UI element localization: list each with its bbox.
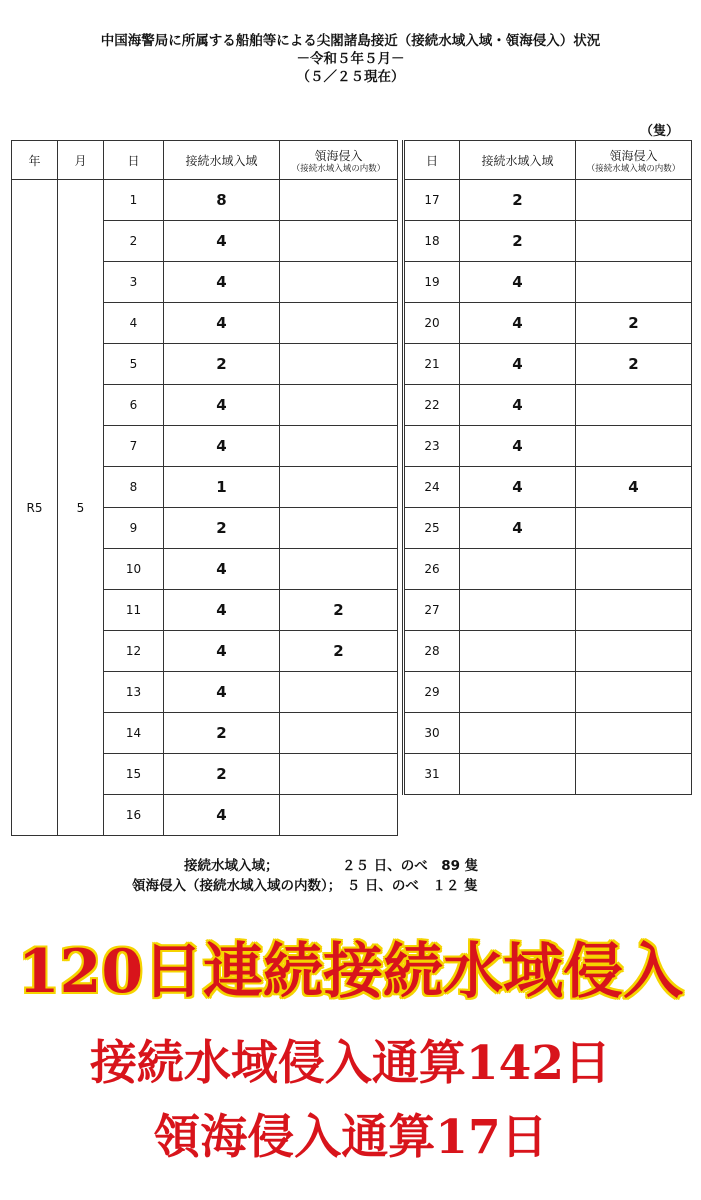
contiguous-count-cell: 4	[164, 795, 280, 836]
day-cell: 10	[104, 549, 164, 590]
day-cell: 11	[104, 590, 164, 631]
unit-label: （隻）	[639, 124, 679, 139]
contiguous-count-cell: 4	[164, 262, 280, 303]
territorial-count-cell	[280, 754, 398, 795]
day-cell: 27	[404, 590, 460, 631]
day-cell: 8	[104, 467, 164, 508]
contiguous-count-cell: 2	[164, 508, 280, 549]
contiguous-count-cell: 4	[164, 631, 280, 672]
day-cell: 21	[404, 344, 460, 385]
day-cell: 26	[404, 549, 460, 590]
as-of-date: （５／２５現在）	[296, 69, 405, 85]
contiguous-count-cell: 2	[164, 713, 280, 754]
territorial-count-cell: 4	[576, 467, 692, 508]
document-subtitle: －令和５年５月－	[296, 51, 405, 67]
contiguous-count-cell: 8	[164, 180, 280, 221]
header-territorial-right-label: 領海侵入	[609, 148, 658, 163]
day-cell: 13	[104, 672, 164, 713]
territorial-count-cell	[280, 262, 398, 303]
territorial-count-cell	[576, 426, 692, 467]
blank-cell	[404, 795, 460, 836]
territorial-count-cell	[280, 221, 398, 262]
header-territorial-right-note: （接続水域入域の内数）	[586, 163, 681, 174]
table-row	[12, 221, 692, 262]
contiguous-count-cell	[460, 631, 576, 672]
territorial-count-cell	[576, 631, 692, 672]
table-row	[12, 467, 692, 508]
day-cell: 22	[404, 385, 460, 426]
territorial-count-cell	[576, 262, 692, 303]
territorial-count-cell	[280, 549, 398, 590]
header-territorial-left	[280, 141, 398, 180]
incursion-table	[11, 140, 692, 836]
contiguous-count-cell: 4	[460, 303, 576, 344]
table-row	[12, 672, 692, 713]
contiguous-count-cell: 2	[164, 344, 280, 385]
day-cell: 4	[104, 303, 164, 344]
contiguous-count-cell: 4	[460, 426, 576, 467]
territorial-count-cell	[280, 713, 398, 754]
document-title: 中国海警局に所属する船舶等による尖閣諸島接近（接続水域入域・領海侵入）状況	[100, 33, 601, 49]
contiguous-count-cell: 4	[164, 385, 280, 426]
header-year: 年	[12, 141, 58, 180]
table-row	[12, 508, 692, 549]
territorial-count-cell	[576, 508, 692, 549]
day-cell: 12	[104, 631, 164, 672]
header-contiguous-right: 接続水域入域	[460, 141, 576, 180]
summary-contiguous-value: ２５ 日、のべ 89 隻	[342, 858, 479, 874]
table-row	[12, 549, 692, 590]
contiguous-count-cell: 4	[164, 672, 280, 713]
territorial-count-cell	[280, 467, 398, 508]
day-cell: 1	[104, 180, 164, 221]
contiguous-count-cell: 4	[460, 262, 576, 303]
contiguous-count-cell	[460, 590, 576, 631]
blank-cell	[576, 795, 692, 836]
territorial-count-cell	[576, 385, 692, 426]
day-cell: 9	[104, 508, 164, 549]
day-cell: 20	[404, 303, 460, 344]
summary-territorial-label: 領海侵入（接続水域入域の内数）；	[132, 878, 342, 894]
summary	[0, 856, 701, 896]
year-cell: R5	[12, 180, 58, 836]
table-row	[12, 795, 692, 836]
territorial-count-cell	[576, 590, 692, 631]
table-row	[12, 590, 692, 631]
contiguous-count-cell	[460, 713, 576, 754]
contiguous-count-cell	[460, 672, 576, 713]
contiguous-count-cell: 4	[460, 385, 576, 426]
day-cell: 5	[104, 344, 164, 385]
day-cell: 23	[404, 426, 460, 467]
territorial-count-cell	[576, 754, 692, 795]
table-row	[12, 385, 692, 426]
day-cell: 2	[104, 221, 164, 262]
day-cell: 3	[104, 262, 164, 303]
day-cell: 16	[104, 795, 164, 836]
header-territorial-left-note: （接続水域入域の内数）	[291, 163, 386, 174]
contiguous-count-cell: 4	[164, 303, 280, 344]
contiguous-count-cell: 2	[460, 180, 576, 221]
territorial-count-cell	[280, 508, 398, 549]
table-row	[12, 344, 692, 385]
territorial-count-cell: 2	[280, 631, 398, 672]
day-cell: 15	[104, 754, 164, 795]
summary-contiguous-label: 接続水域入域；	[184, 858, 279, 874]
day-cell: 7	[104, 426, 164, 467]
table-row	[12, 631, 692, 672]
territorial-count-cell	[280, 795, 398, 836]
day-cell: 24	[404, 467, 460, 508]
header-contiguous-left: 接続水域入域	[164, 141, 280, 180]
header-day-left: 日	[104, 141, 164, 180]
table-row	[12, 754, 692, 795]
territorial-count-cell	[576, 221, 692, 262]
day-cell: 28	[404, 631, 460, 672]
header-month: 月	[58, 141, 104, 180]
table-header-row	[12, 141, 692, 180]
table-row	[12, 262, 692, 303]
contiguous-count-cell: 4	[164, 549, 280, 590]
table-row	[12, 713, 692, 754]
contiguous-count-cell: 4	[164, 426, 280, 467]
territorial-count-cell	[576, 180, 692, 221]
header-territorial-left-label: 領海侵入	[314, 148, 363, 163]
table-row	[12, 426, 692, 467]
header-territorial-right	[576, 141, 692, 180]
day-cell: 6	[104, 385, 164, 426]
territorial-count-cell	[280, 344, 398, 385]
overlay-territorial-total: 領海侵入通算17日	[153, 1110, 548, 1165]
table-row	[12, 180, 692, 221]
contiguous-count-cell	[460, 549, 576, 590]
contiguous-count-cell: 1	[164, 467, 280, 508]
contiguous-count-cell: 2	[460, 221, 576, 262]
month-cell: 5	[58, 180, 104, 836]
territorial-count-cell	[280, 426, 398, 467]
blank-cell	[460, 795, 576, 836]
day-cell: 25	[404, 508, 460, 549]
header-day-right: 日	[404, 141, 460, 180]
contiguous-count-cell: 4	[460, 467, 576, 508]
day-cell: 29	[404, 672, 460, 713]
day-cell: 19	[404, 262, 460, 303]
territorial-count-cell: 2	[576, 344, 692, 385]
contiguous-count-cell: 4	[460, 344, 576, 385]
overlay-headline: 120日連続接続水域侵入	[17, 937, 684, 1007]
contiguous-count-cell: 4	[460, 508, 576, 549]
contiguous-count-cell	[460, 754, 576, 795]
territorial-count-cell: 2	[280, 590, 398, 631]
territorial-count-cell	[576, 713, 692, 754]
table-row	[12, 303, 692, 344]
territorial-count-cell	[576, 672, 692, 713]
contiguous-count-cell: 4	[164, 590, 280, 631]
territorial-count-cell	[280, 180, 398, 221]
contiguous-count-cell: 2	[164, 754, 280, 795]
contiguous-count-cell: 4	[164, 221, 280, 262]
day-cell: 17	[404, 180, 460, 221]
territorial-count-cell	[280, 385, 398, 426]
territorial-count-cell	[280, 672, 398, 713]
day-cell: 14	[104, 713, 164, 754]
day-cell: 30	[404, 713, 460, 754]
summary-territorial-value: ５ 日、のべ １２ 隻	[342, 878, 478, 894]
territorial-count-cell	[280, 303, 398, 344]
day-cell: 31	[404, 754, 460, 795]
territorial-count-cell	[576, 549, 692, 590]
day-cell: 18	[404, 221, 460, 262]
territorial-count-cell: 2	[576, 303, 692, 344]
overlay-contiguous-total: 接続水域侵入通算142日	[89, 1036, 612, 1091]
